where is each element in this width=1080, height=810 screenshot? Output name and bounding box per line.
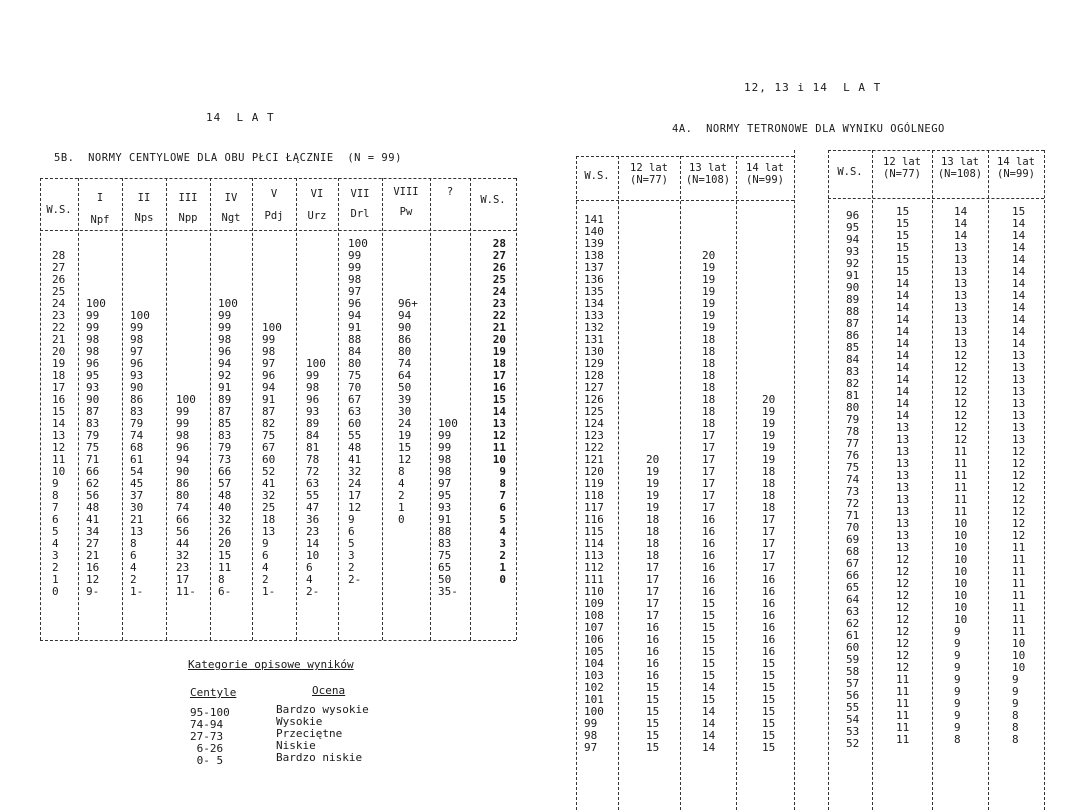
header-Urz: Urz bbox=[307, 210, 327, 222]
header-Pw: Pw bbox=[399, 206, 413, 218]
t2-header-ws: W.S. bbox=[837, 166, 863, 178]
t2-12lat-column: 15 15 15 15 15 15 14 14 14 14 14 14 14 14 14 14 14 14 13 13 13 13 13 13 13 13 13 13 13 12 12 12 12 12 12 12 12 12 12 11 11 11 11 11 11 bbox=[896, 205, 910, 746]
header-IV: IV bbox=[224, 192, 238, 204]
header-Npf: Npf bbox=[90, 214, 110, 226]
column-VII: 100 99 99 98 97 96 94 91 88 84 80 75 70 67 63 60 55 48 41 32 24 17 12 9 6 5 3 2 2- bbox=[348, 237, 368, 586]
header-VIII: VIII bbox=[393, 186, 419, 198]
header-ws-right: W.S. bbox=[480, 194, 506, 206]
t2-header-12: 12 lat (N=77) bbox=[883, 156, 921, 180]
header-Npp: Npp bbox=[178, 212, 198, 224]
header-VII: VII bbox=[350, 188, 370, 200]
column-VI: 100 99 98 96 93 89 84 81 78 72 63 55 47 36 23 14 10 6 4 2- bbox=[306, 357, 326, 598]
column-V: 100 99 98 97 96 94 91 87 82 75 67 60 52 41 32 25 18 13 9 6 4 2 1- bbox=[262, 321, 282, 598]
header-Nps: Nps bbox=[134, 212, 154, 224]
column-III: 100 99 99 98 96 94 90 86 80 74 66 56 44 32 23 17 11- bbox=[176, 393, 196, 598]
legend-label: Niskie bbox=[276, 739, 316, 752]
header-VI: VI bbox=[310, 188, 324, 200]
legend-col-centyle: Centyle bbox=[190, 686, 237, 699]
t1-ws-column: 141 140 139 138 137 136 135 134 133 132 131 130 129 128 127 126 125 124 123 122 121 120 119 118 117 116 115 114 113 112 111 110 109 108 107 106 105 104 103 102 101 100 99 98 97 bbox=[584, 213, 604, 754]
legend-col-ocena: Ocena bbox=[312, 684, 346, 697]
right-ws-column: 28 27 26 25 24 23 22 21 20 19 18 17 16 15 14 13 12 11 10 9 8 7 6 5 4 3 2 1 0 bbox=[492, 237, 506, 586]
t2-13lat-column: 14 14 14 13 13 13 13 13 13 13 13 13 12 12 12 12 12 12 12 12 11 11 11 11 11 11 10 10 10 10 10 10 10 10 10 9 9 9 9 9 9 9 9 9 8 bbox=[954, 205, 968, 746]
legend-label: Przeciętne bbox=[276, 727, 343, 740]
right-heading: 12, 13 i 14 L A T bbox=[744, 81, 882, 94]
header-question: ? bbox=[446, 186, 454, 198]
left-ws-column: 28 27 26 25 24 23 22 21 20 19 18 17 16 15 14 13 12 11 10 9 8 7 6 5 4 3 2 1 0 bbox=[52, 249, 66, 598]
t1-header-13: 13 lat (N=108) bbox=[685, 162, 731, 186]
header-V: V bbox=[270, 188, 278, 200]
header-ws-left: W.S. bbox=[46, 204, 72, 216]
column-IV: 100 99 99 98 96 94 92 91 89 87 85 83 79 73 66 57 48 40 32 26 20 15 11 8 6- bbox=[218, 297, 238, 598]
t2-header-14: 14 lat (N=99) bbox=[997, 156, 1035, 180]
column-II: 100 99 98 97 96 93 90 86 83 79 74 68 61 54 45 37 30 21 13 8 6 4 2 1- bbox=[130, 309, 150, 598]
right-table-title: 4A. NORMY TETRONOWE DLA WYNIKU OGÓLNEGO bbox=[672, 123, 945, 135]
header-III: III bbox=[178, 192, 198, 204]
legend-range: 74-94 bbox=[190, 718, 224, 731]
header-Ngt: Ngt bbox=[221, 212, 241, 224]
left-heading: 14 L A T bbox=[206, 111, 275, 124]
t1-13lat-column: 20 19 19 19 19 19 19 18 18 18 18 18 18 18 18 17 17 17 17 17 17 17 16 16 16 16 16 16 16 15 15 15 15 15 15 15 14 15 14 14 14 14 bbox=[702, 249, 716, 754]
t1-header-ws: W.S. bbox=[584, 170, 610, 182]
t1-14lat-column: 20 19 19 19 19 19 18 18 18 18 17 17 17 17 17 16 16 16 16 16 16 16 15 15 15 15 15 15 15 15 bbox=[762, 393, 776, 754]
t1-12lat-column: 20 19 19 19 19 18 18 18 18 17 17 17 17 17 16 16 16 16 16 15 15 15 15 15 15 bbox=[646, 453, 660, 754]
header-Drl: Drl bbox=[350, 208, 370, 220]
legend-range: 27-73 bbox=[190, 730, 224, 743]
header-II: II bbox=[137, 192, 151, 204]
column-I: 100 99 99 98 98 96 95 93 90 87 83 79 75 71 66 62 56 48 41 34 27 21 16 12 9- bbox=[86, 297, 106, 598]
header-Pdj: Pdj bbox=[264, 210, 284, 222]
legend-range: 0- 5 bbox=[190, 754, 224, 767]
t2-header-13: 13 lat (N=108) bbox=[937, 156, 983, 180]
t2-ws-column: 96 95 94 93 92 91 90 89 88 87 86 85 84 83 82 81 80 79 78 77 76 75 74 73 72 71 70 69 68 67 66 65 64 63 62 61 60 59 58 57 56 55 54 53 52 bbox=[846, 209, 860, 750]
legend-range: 95-100 bbox=[190, 706, 230, 719]
t1-header-12: 12 lat (N=77) bbox=[630, 162, 668, 186]
column-question: 100 99 99 98 98 97 95 93 91 88 83 75 65 50 35- bbox=[438, 417, 458, 598]
left-table-title: 5B. NORMY CENTYLOWE DLA OBU PŁCI ŁĄCZNIE (N = 99) bbox=[54, 152, 402, 164]
column-VIII: 96+ 94 90 86 80 74 64 50 39 30 24 19 15 12 8 4 2 1 0 bbox=[398, 297, 418, 526]
header-I: I bbox=[96, 192, 104, 204]
legend-label: Bardzo wysokie bbox=[276, 703, 369, 716]
legend-label: Wysokie bbox=[276, 715, 323, 728]
t2-14lat-column: 15 14 14 14 14 14 14 14 14 14 14 14 13 13 13 13 13 13 13 13 12 12 12 12 12 12 12 12 11 11 11 11 11 11 11 11 10 10 10 9 9 9 8 8 8 bbox=[1012, 205, 1026, 746]
legend-range: 6-26 bbox=[190, 742, 224, 755]
t1-header-14: 14 lat (N=99) bbox=[746, 162, 784, 186]
legend-label: Bardzo niskie bbox=[276, 751, 363, 764]
legend-title: Kategorie opisowe wyników bbox=[188, 658, 354, 671]
